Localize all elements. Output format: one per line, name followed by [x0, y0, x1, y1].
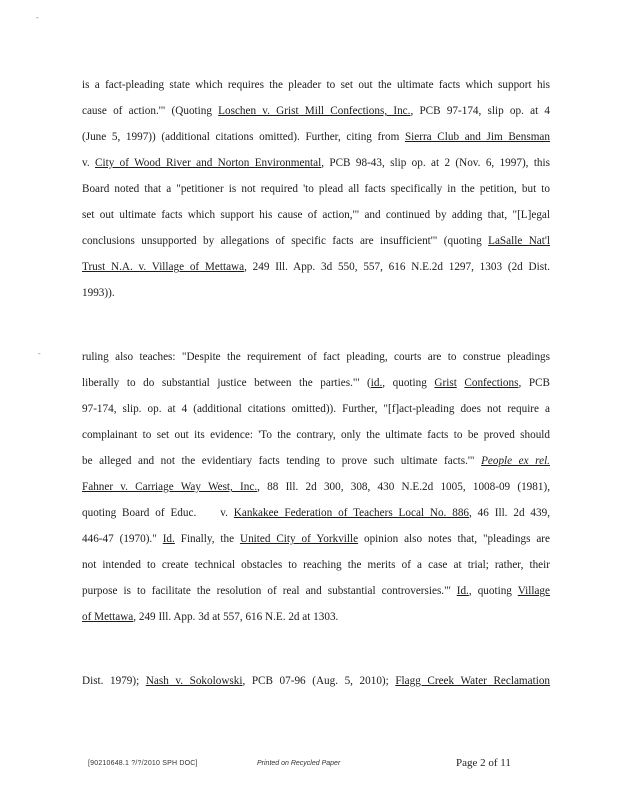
case-citation: LaSalle Nat'l [488, 235, 550, 247]
body-line: quoting Board of Educ. v. Kankakee Federation of Teachers Local No. 886, 46 Ill. 2d 439, [82, 507, 550, 519]
case-citation: Sierra Club and Jim Bensman [404, 131, 550, 143]
body-line: purpose is to facilitate the resolution of real and substantial controversies."' Id., quoting Village [82, 585, 550, 597]
body-line: be alleged and not the evidentiary facts tending to prove such ultimate facts.'" People ex rel. [82, 455, 550, 467]
body-line: ruling also teaches: "Despite the requirement of fact pleading, courts are to construe pleadings [82, 351, 550, 363]
case-citation: Id. [162, 533, 175, 545]
margin-mark-left: - [38, 349, 41, 358]
margin-mark-top: - [36, 13, 39, 22]
case-citation: of Mettawa [82, 611, 134, 623]
body-line: is a fact-pleading state which requires the pleader to set out the ultimate facts which support his [82, 79, 550, 91]
body-line: 446-47 (1970)." Id. Finally, the United City of Yorkville opinion also notes that, "pleadings are [82, 533, 550, 545]
case-citation: Kankakee Federation of Teachers Local No. 886 [233, 507, 470, 519]
document-id: [90210648.1 ?/?/2010 SPH DOC] [88, 760, 198, 767]
case-citation: Loschen v. Grist Mill Confections, Inc. [218, 105, 411, 117]
body-line: set out ultimate facts which support his cause of action,'" and continued by adding that, "[L]egal [82, 209, 550, 221]
body-line: liberally to do substantial justice between the parties."' (id., quoting Grist Confections, PCB [82, 377, 550, 389]
recycled-paper-note: Printed on Recycled Paper [257, 760, 341, 767]
body-line: Dist. 1979); Nash v. Sokolowski, PCB 07-96 (Aug. 5, 2010); Flagg Creek Water Reclamation [82, 675, 550, 687]
body-line: Fahner v. Carriage Way West, Inc., 88 Ill. 2d 300, 308, 430 N.E.2d 1005, 1008-09 (1981), [82, 481, 550, 493]
case-citation: Flagg Creek Water Reclamation [395, 675, 550, 687]
body-line: (June 5, 1997)) (additional citations omitted). Further, citing from Sierra Club and Jim Bensman [82, 131, 550, 143]
case-citation: Fahner v. Carriage Way West, Inc. [82, 481, 258, 493]
body-line: Board noted that a "petitioner is not required 'to plead all facts specifically in the petition, but to [82, 183, 550, 195]
page-number: Page 2 of 11 [456, 757, 511, 769]
body-line: complainant to set out its evidence: 'To the contrary, only the ultimate facts to be proved should [82, 429, 550, 441]
body-line: of Mettawa, 249 Ill. App. 3d at 557, 616 N.E. 2d at 1303. [82, 611, 339, 623]
body-line: 1993)). [82, 287, 115, 299]
body-line: 97-174, slip. op. at 4 (additional citations omitted)). Further, "[f]act-pleading does not require a [82, 403, 550, 415]
case-citation: City of Wood River and Norton Environmental [95, 157, 322, 169]
case-citation: Id. [456, 585, 469, 597]
body-line: v. City of Wood River and Norton Environmental, PCB 98-43, slip op. at 2 (Nov. 6, 1997), this [82, 157, 550, 169]
case-citation: Nash v. Sokolowski [145, 675, 243, 687]
case-citation: Trust N.A. v. Village of Mettawa [82, 261, 245, 273]
body-line: cause of action.'" (Quoting Loschen v. Grist Mill Confections, Inc., PCB 97-174, slip op. at 4 [82, 105, 550, 117]
body-line: conclusions unsupported by allegations of specific facts are insufficient'" (quoting LaSalle Nat'l [82, 235, 550, 247]
case-citation: Village [517, 585, 550, 597]
body-line: not intended to create technical obstacles to reaching the merits of a case at trial; rather, their [82, 559, 550, 571]
case-citation: People ex rel. [481, 455, 550, 467]
case-citation: id. [370, 377, 383, 389]
case-citation: United City of Yorkville [239, 533, 359, 545]
body-line: Trust N.A. v. Village of Mettawa, 249 Ill. App. 3d 550, 557, 616 N.E.2d 1297, 1303 (2d Dist. [82, 261, 550, 273]
